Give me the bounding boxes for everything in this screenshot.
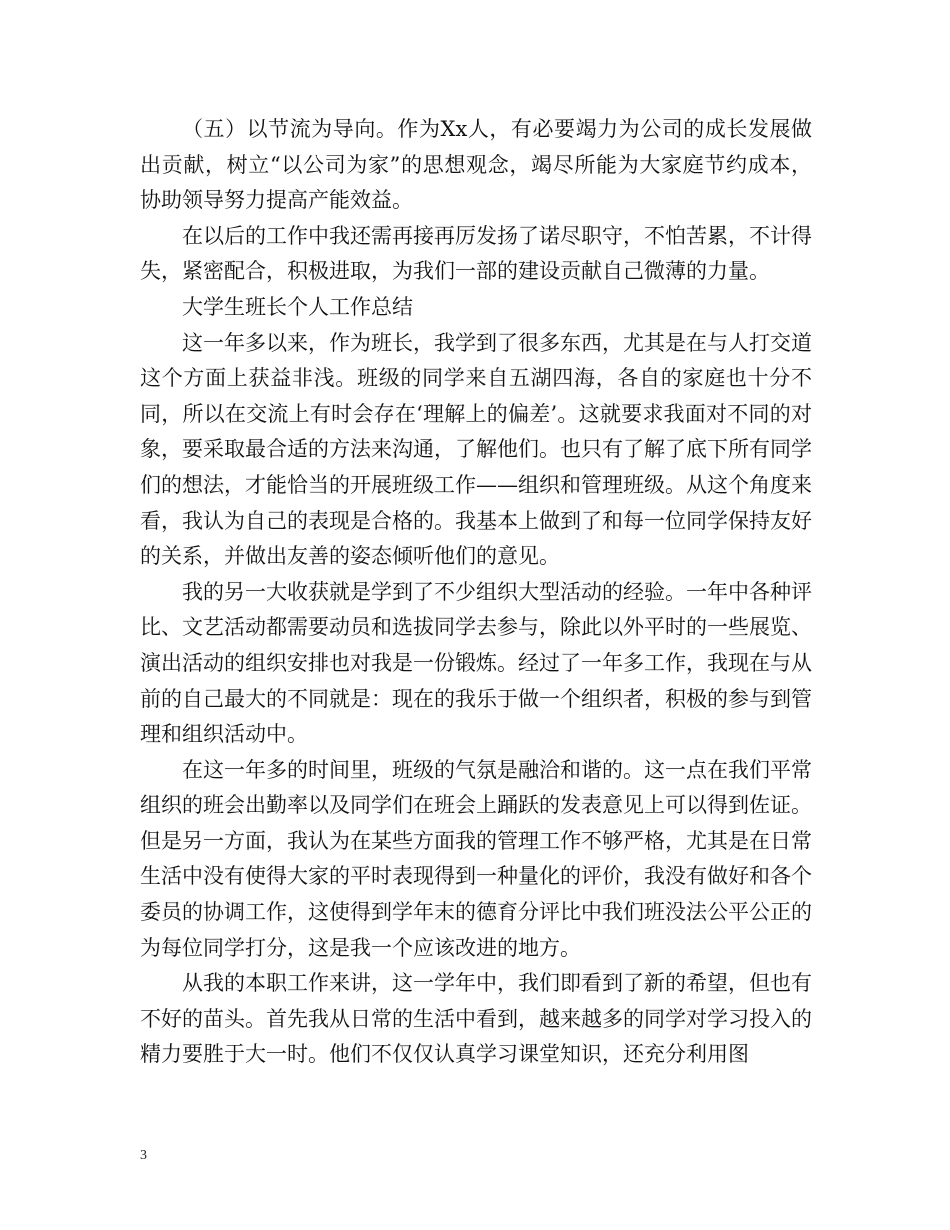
- page-number: 3: [140, 1148, 147, 1163]
- paragraph-organizing: 我的另一大收获就是学到了不少组织大型活动的经验。一年中各种评比、文艺活动都需要动员和选拔同学去参与，除此以外平时的一些展览、演出活动的组织安排也对我是一份锻炼。经过了一年多工作，我现在与从前的自己最大的不同就是：现在的我乐于做一个组织者，积极的参与到管理和组织活动中。: [140, 579, 812, 747]
- section-title: 大学生班长个人工作总结: [182, 294, 413, 319]
- paragraph-cost-saving: （五）以节流为导向。作为Xx人，有必要竭力为公司的成长发展做出贡献，树立“以公司为家”的思想观念，竭尽所能为大家庭节约成本，协助领导努力提高产能效益。: [140, 117, 812, 213]
- document-body: [140, 112, 812, 1073]
- paragraph-study: 从我的本职工作来讲，这一学年中，我们即看到了新的希望，但也有不好的苗头。首先我从日常的生活中看到，越来越多的同学对学习投入的精力要胜于大一时。他们不仅仅认真学习课堂知识，还充分利用图: [140, 971, 812, 1067]
- paragraph-future-work: 在以后的工作中我还需再接再厉发扬了诺尽职守，不怕苦累，不计得失，紧密配合，积极进取，为我们一部的建设贡献自己微薄的力量。: [140, 223, 812, 284]
- paragraph-class-atmosphere: 在这一年多的时间里，班级的气氛是融洽和谐的。这一点在我们平常组织的班会出勤率以及同学们在班会上踊跃的发表意见上可以得到佐证。但是另一方面，我认为在某些方面我的管理工作不够严格，尤其是在日常生活中没有使得大家的平时表现得到一种量化的评价，我没有做好和各个委员的协调工作，这使得到学年末的德育分评比中我们班没法公平公正的为每位同学打分，这是我一个应该改进的地方。: [140, 757, 812, 960]
- paragraph-communication: 这一年多以来，作为班长，我学到了很多东西，尤其是在与人打交道这个方面上获益非浅。班级的同学来自五湖四海，各自的家庭也十分不同，所以在交流上有时会存在‘理解上的偏差’。这就要求我面对不同的对象，要采取最合适的方法来沟通，了解他们。也只有了解了底下所有同学们的想法，才能恰当的开展班级工作——组织和管理班级。从这个角度来看，我认为自己的表现是合格的。我基本上做到了和每一位同学保持友好的关系，并做出友善的姿态倾听他们的意见。: [140, 330, 812, 569]
